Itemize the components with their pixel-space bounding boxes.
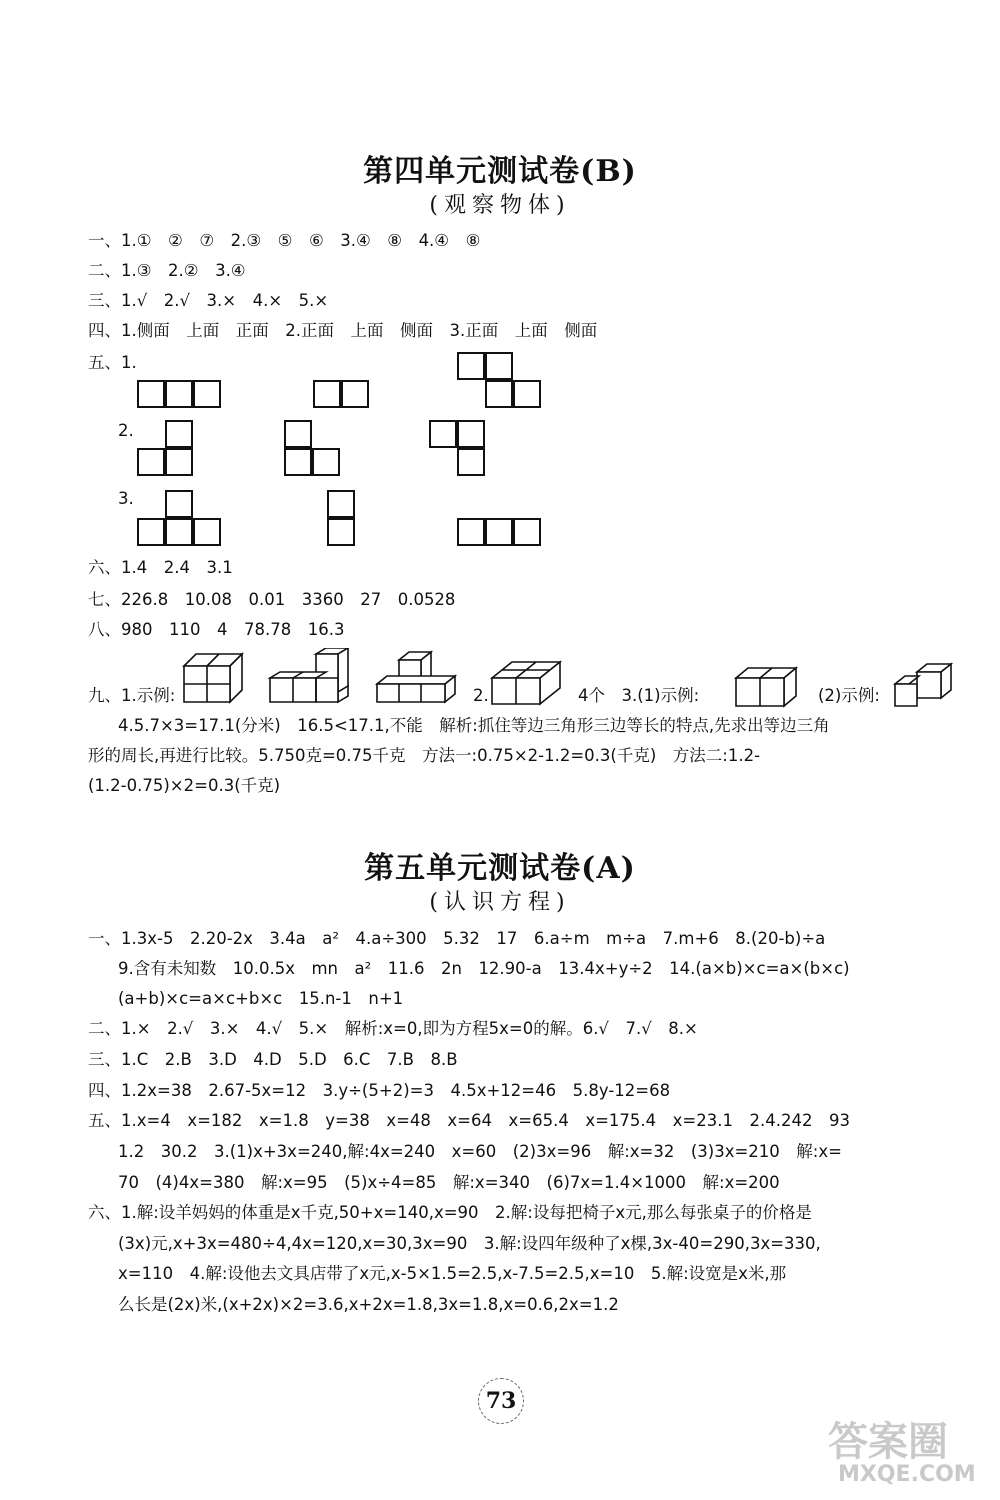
answer-line: 六、1.4 2.4 3.1 [88, 558, 233, 577]
watermark-logo: 答案圈 [828, 1419, 948, 1465]
answer-line: 4.5.7×3=17.1(分米) 16.5<17.1,不能 解析:抓住等边三角形三边等长的特点,先求出等边三角 [118, 716, 830, 735]
cube-stack-drawing [893, 662, 955, 708]
answer-line: 五、1.x=4 x=182 x=1.8 y=38 x=48 x=64 x=65.4 x=175.4 x=23.1 2.4.242 93 [88, 1111, 850, 1130]
answer-line: 四、1.侧面 上面 正面 2.正面 上面 侧面 3.正面 上面 侧面 [88, 321, 598, 340]
cube-stack-drawing [182, 648, 244, 704]
answer-line: 2. [473, 686, 489, 705]
answer-line: 二、1.× 2.√ 3.× 4.√ 5.× 解析:x=0,即为方程5x=0的解。6.√ 7.√ 8.× [88, 1019, 698, 1038]
answer-line: 70 (4)4x=380 解:x=95 (5)x÷4=85 解:x=340 (6)7x=1.4×1000 解:x=200 [118, 1173, 780, 1192]
answer-line: 么长是(2x)米,(x+2x)×2=3.6,x+2x=1.8,3x=1.8,x=0.6,2x=1.2 [118, 1295, 619, 1314]
section-title: 第五单元测试卷(A) [364, 851, 636, 886]
answer-line: 一、1.3x-5 2.20-2x 3.4a a² 4.a÷300 5.32 17 6.a÷m m÷a 7.m+6 8.(20-b)÷a [88, 929, 826, 948]
cube-stack-drawing [375, 648, 461, 704]
answer-line: 1.2 30.2 3.(1)x+3x=240,解:4x=240 x=60 (2)3x=96 解:x=32 (3)3x=210 解:x= [118, 1142, 842, 1161]
answer-line: 六、1.解:设羊妈妈的体重是x千克,50+x=140,x=90 2.解:设每把椅子x元,那么每张桌子的价格是 [88, 1203, 812, 1222]
answer-line: (3x)元,x+3x=480÷4,4x=120,x=30,3x=90 3.解:设四年级种了x棵,3x-40=290,3x=330, [118, 1234, 821, 1253]
answer-line: 3. [118, 489, 134, 508]
answer-line: x=110 4.解:设他去文具店带了x元,x-5×1.5=2.5,x-7.5=2.5,x=10 5.解:设宽是x米,那 [118, 1264, 787, 1283]
answer-line: 八、980 110 4 78.78 16.3 [88, 620, 345, 639]
answer-line: 三、1.√ 2.√ 3.× 4.× 5.× [88, 291, 329, 310]
answer-line: 一、1.① ② ⑦ 2.③ ⑤ ⑥ 3.④ ⑧ 4.④ ⑧ [88, 231, 481, 250]
answer-line: (a+b)×c=a×c+b×c 15.n-1 n+1 [118, 989, 404, 1008]
answer-line: (1.2-0.75)×2=0.3(千克) [88, 776, 281, 795]
answer-line: 二、1.③ 2.② 3.④ [88, 261, 246, 280]
section-subtitle: (认识方程) [429, 890, 571, 915]
cube-stack-drawing [268, 648, 350, 704]
section-subtitle: (观察物体) [429, 193, 571, 218]
answer-line: 四、1.2x=38 2.67-5x=12 3.y÷(5+2)=3 4.5x+12=46 5.8y-12=68 [88, 1081, 671, 1100]
answer-line: 九、1.示例: [88, 686, 176, 705]
answer-line: 9.含有未知数 10.0.5x mn a² 11.6 2n 12.90-a 13.4x+y÷2 14.(a×b)×c=a×(b×c) [118, 959, 850, 978]
answer-line: 五、1. [88, 353, 137, 372]
answer-line: 七、226.8 10.08 0.01 3360 27 0.0528 [88, 590, 456, 609]
page-number: 73 [478, 1378, 524, 1424]
answer-line: (2)示例: [818, 686, 880, 705]
answer-line: 三、1.C 2.B 3.D 4.D 5.D 6.C 7.B 8.B [88, 1050, 458, 1069]
answer-line: 2. [118, 421, 134, 440]
answer-line: 4个 3.(1)示例: [578, 686, 700, 705]
cube-stack-drawing [734, 664, 798, 708]
answer-line: 形的周长,再进行比较。5.750克=0.75千克 方法一:0.75×2-1.2=0.3(千克) 方法二:1.2- [88, 746, 761, 765]
section-title: 第四单元测试卷(B) [363, 154, 637, 189]
watermark-url: MXQE.COM [838, 1462, 976, 1487]
cube-stack-drawing [490, 654, 562, 706]
